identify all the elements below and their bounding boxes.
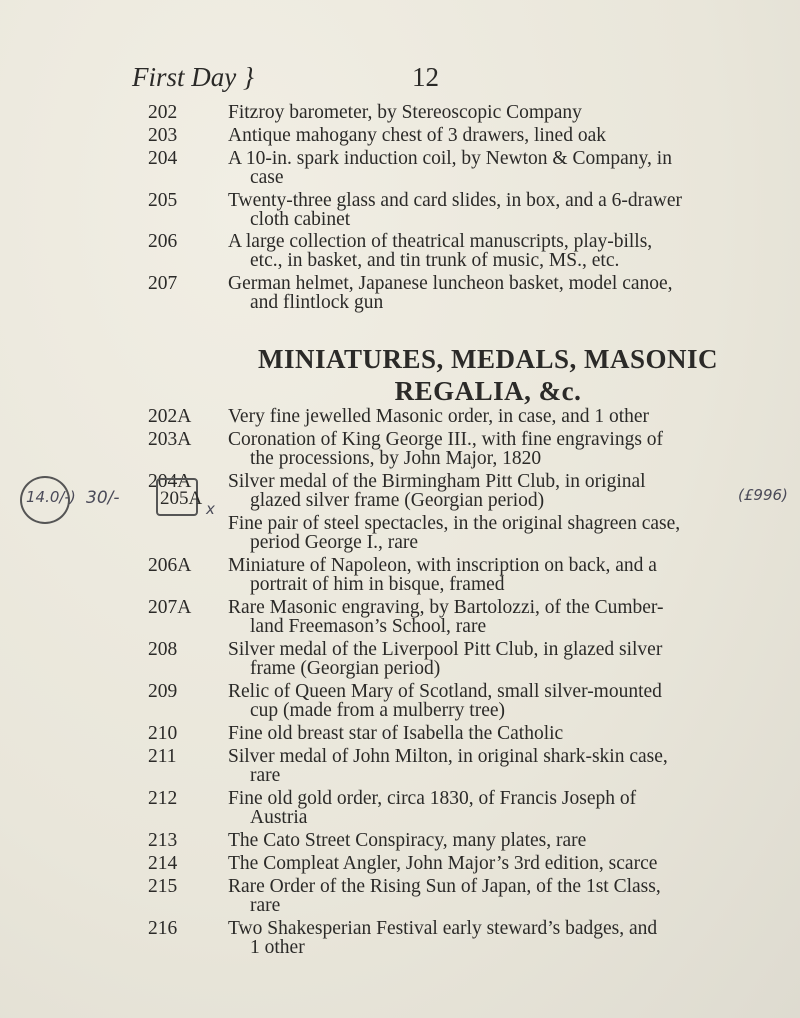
lot-number: 209	[148, 681, 178, 702]
lot-number: 203A	[148, 429, 192, 450]
lot-number: 215	[148, 876, 178, 897]
lot-number: 206	[148, 231, 178, 252]
boxed-lot-number-text: 205A	[160, 488, 203, 509]
lot-description: Antique mahogany chest of 3 drawers, lined oak	[228, 125, 606, 146]
lot-description: The Cato Street Conspiracy, many plates, rare	[228, 830, 587, 851]
lot-description: Silver medal of the Liverpool Pitt Club, in glazed silver	[228, 639, 663, 660]
page-number: 12	[412, 62, 439, 92]
lot-description-cont: the processions, by John Major, 1820	[250, 448, 542, 469]
lot-description-cont: land Freemason’s School, rare	[250, 616, 487, 637]
lot-description: Twenty-three glass and card slides, in box, and a 6-drawer	[228, 190, 683, 211]
lot-description-cont: Austria	[250, 807, 308, 828]
lot-number: 206A	[148, 555, 192, 576]
lot-description: Coronation of King George III., with fine engravings of	[228, 429, 664, 450]
lot-description: Miniature of Napoleon, with inscription on back, and a	[228, 555, 657, 576]
lot-number: 207	[148, 273, 178, 294]
lot-number: 211	[148, 746, 177, 767]
lot-description-cont: rare	[250, 895, 281, 916]
lot-description-cont: etc., in basket, and tin trunk of music, MS., etc.	[250, 250, 620, 271]
cross-mark: x	[206, 500, 215, 518]
lot-description: Relic of Queen Mary of Scotland, small silver-mounted	[228, 681, 662, 702]
lot-description: Silver medal of the Birmingham Pitt Club, in original	[228, 471, 646, 492]
lot-description: Two Shakesperian Festival early steward’s badges, and	[228, 918, 658, 939]
lot-description: Very fine jewelled Masonic order, in case, and 1 other	[228, 406, 650, 427]
lot-description: German helmet, Japanese luncheon basket, model canoe,	[228, 273, 673, 294]
lot-description-cont: glazed silver frame (Georgian period)	[250, 490, 545, 511]
lot-number: 212	[148, 788, 178, 809]
lot-description-cont: cup (made from a mulberry tree)	[250, 700, 506, 721]
lot-description: Fine old breast star of Isabella the Catholic	[228, 723, 564, 744]
lot-description: Rare Order of the Rising Sun of Japan, of the 1st Class,	[228, 876, 661, 897]
day-heading: First Day }	[132, 62, 254, 92]
lot-number: 214	[148, 853, 178, 874]
estimate-note: (£996)	[738, 486, 788, 504]
lot-description: Fine old gold order, circa 1830, of Francis Joseph of	[228, 788, 637, 809]
lot-description: A large collection of theatrical manuscripts, play-bills,	[228, 231, 653, 252]
lot-description: Rare Masonic engraving, by Bartolozzi, of the Cumber-	[228, 597, 664, 618]
lot-description: Fine pair of steel spectacles, in the original shagreen case,	[228, 513, 681, 534]
lot-number: 204	[148, 148, 178, 169]
lot-description-cont: case	[250, 167, 284, 188]
lot-description-cont: portrait of him in bisque, framed	[250, 574, 505, 595]
lot-number: 202A	[148, 406, 192, 427]
lot-description-cont: 1 other	[250, 937, 305, 958]
lot-number: 216	[148, 918, 178, 939]
lot-description-cont: and flintlock gun	[250, 292, 384, 313]
lot-number: 213	[148, 830, 178, 851]
section-title-line1: MINIATURES, MEDALS, MASONIC	[257, 344, 719, 374]
lot-number: 205	[148, 190, 178, 211]
lot-number: 202	[148, 102, 178, 123]
lot-number: 203	[148, 125, 178, 146]
circled-note-text: 14.0/-)	[26, 488, 76, 506]
lot-number: 204A	[148, 471, 192, 492]
lot-description-cont: rare	[250, 765, 281, 786]
section-title-line2: REGALIA, &c.	[394, 376, 582, 406]
lot-number: 208	[148, 639, 178, 660]
lot-description: The Compleat Angler, John Major’s 3rd edition, scarce	[228, 853, 658, 874]
lot-description-cont: cloth cabinet	[250, 209, 351, 230]
lot-description-cont: frame (Georgian period)	[250, 658, 441, 679]
lot-description: Silver medal of John Milton, in original shark-skin case,	[228, 746, 668, 767]
lot-number: 207A	[148, 597, 192, 618]
lot-number: 210	[148, 723, 178, 744]
lot-description: Fitzroy barometer, by Stereoscopic Company	[228, 102, 582, 123]
handwritten-annotation	[10, 476, 790, 526]
lot-description-cont: period George I., rare	[250, 532, 419, 553]
section-title	[228, 343, 748, 407]
price-note: 30/-	[86, 488, 120, 508]
lot-description: A 10-in. spark induction coil, by Newton & Company, in	[228, 148, 672, 169]
